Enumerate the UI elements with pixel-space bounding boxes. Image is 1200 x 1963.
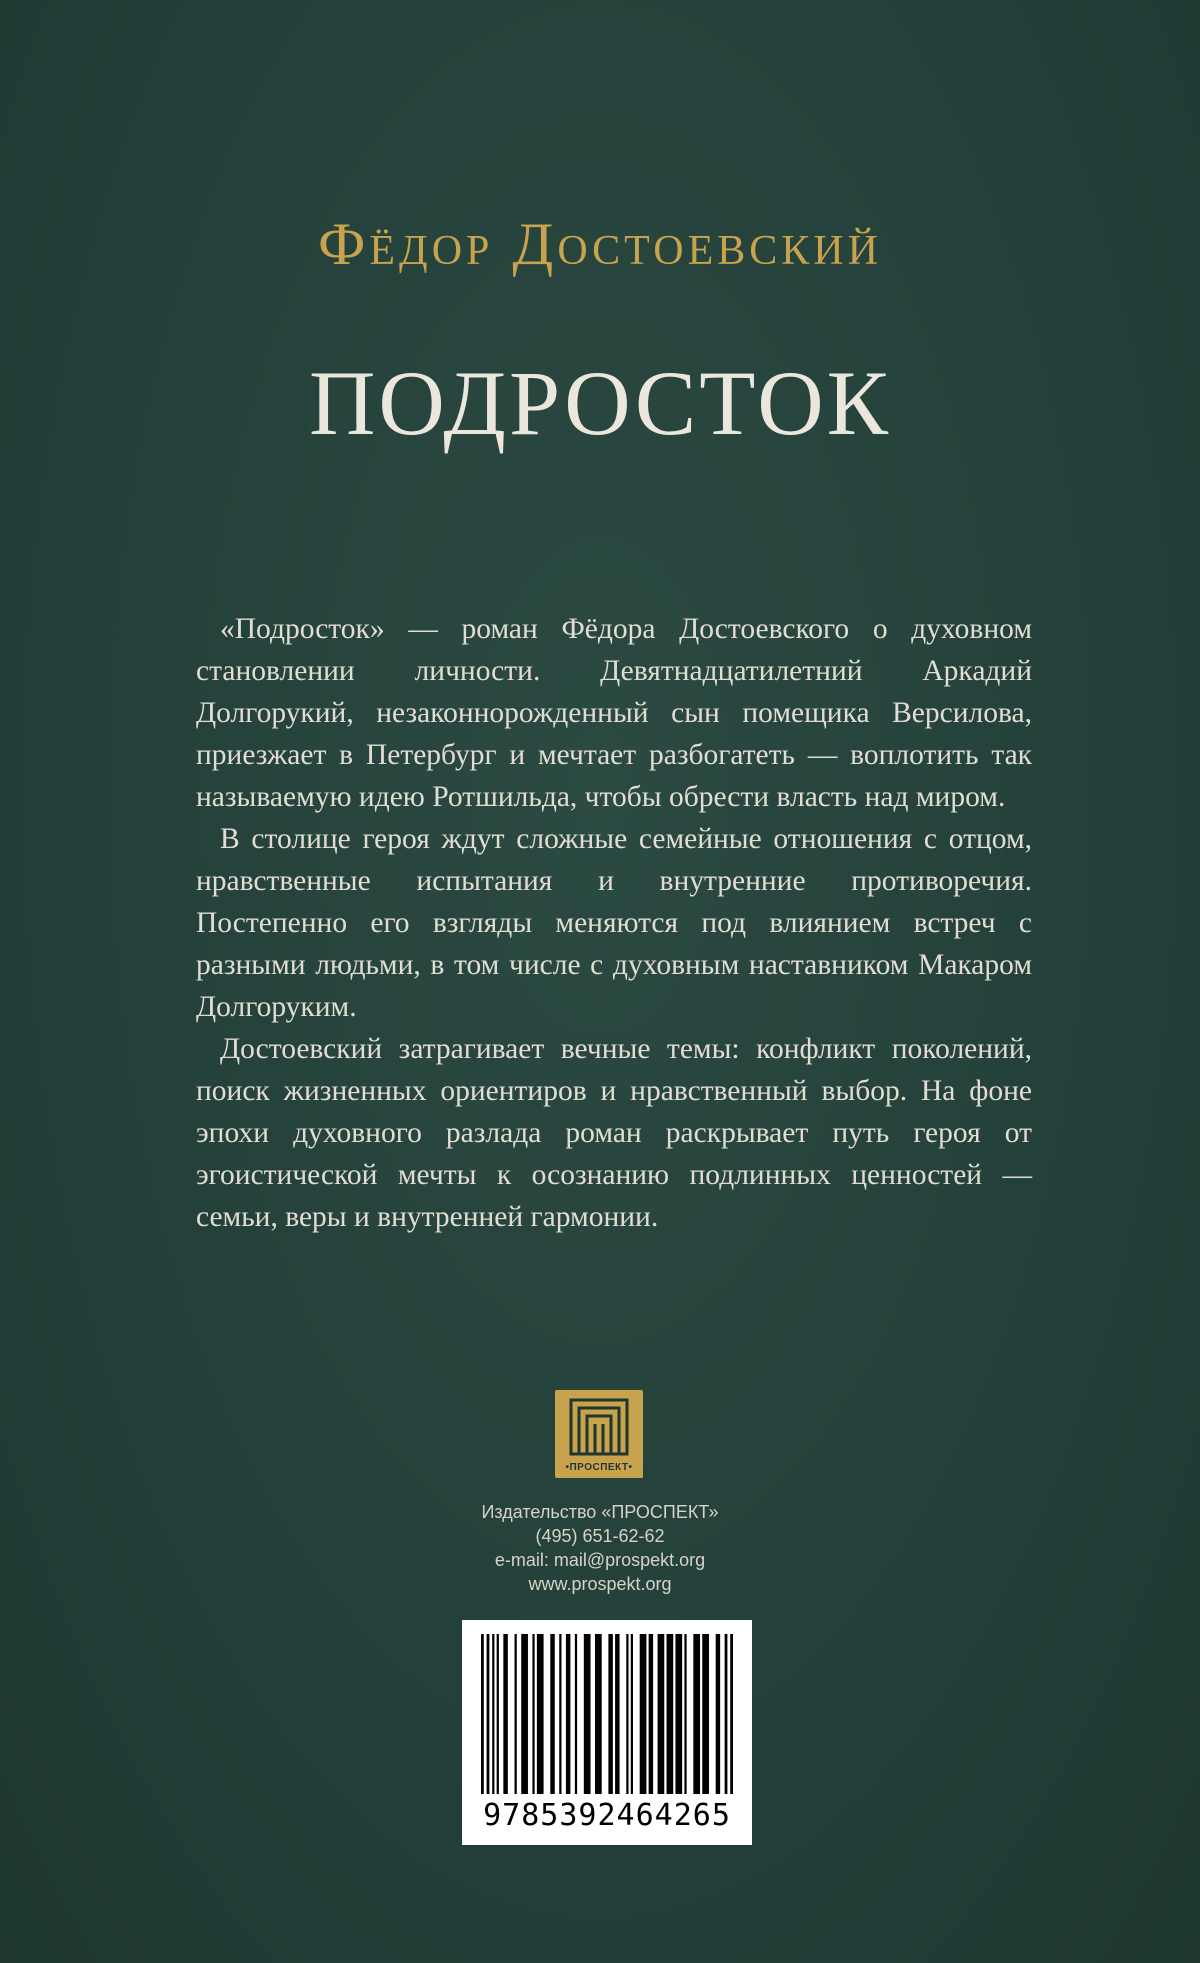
barcode-bar — [595, 1634, 602, 1794]
annotation-paragraph: Достоевский затрагивает вечные темы: конфликт поколений, поиск жизненных ориентиров и нравственный выбор. На фоне эпохи духовного разлада роман раскрывает путь героя от эгоистической мечты к осознанию подлинных ценностей — семьи, веры и внутренней гармонии. — [196, 1033, 1032, 1233]
publisher-phone: (495) 651-62-62 — [535, 1526, 665, 1546]
barcode-bar — [608, 1634, 612, 1794]
barcode-bar — [521, 1634, 528, 1794]
book-title: ПОДРОСТОК — [308, 352, 892, 454]
publisher-name: Издательство «ПРОСПЕКТ» — [481, 1502, 719, 1522]
barcode-bar — [497, 1634, 499, 1794]
barcode-bar — [481, 1634, 484, 1794]
arch-columns-icon — [565, 1396, 633, 1458]
barcode-bar — [716, 1634, 720, 1794]
barcode-bar — [566, 1634, 570, 1794]
barcode-bar — [550, 1634, 554, 1794]
publisher-website: www.prospekt.org — [528, 1574, 672, 1594]
barcode-bar — [575, 1634, 577, 1794]
barcode-bar — [649, 1634, 653, 1794]
barcode-bar — [667, 1634, 674, 1794]
barcode-bar — [537, 1634, 544, 1794]
barcode-bar — [684, 1634, 686, 1794]
barcode-bar — [725, 1634, 728, 1794]
barcode-bar — [584, 1634, 591, 1794]
barcode-bar — [503, 1634, 507, 1794]
annotation-paragraph: «Подросток» — роман Фёдора Достоевского о духовном становлении личности. Девятнадцатилетний Аркадий Долгорукий, незаконнорожденный сын помещика Версилова, приезжает в Петербург и мечтает разбогатеть — воплотить так называемую идею Ротшильда, чтобы обрести власть над миром. — [196, 613, 1032, 813]
barcode — [462, 1620, 752, 1845]
annotation — [196, 608, 1032, 1238]
barcode-bar — [658, 1634, 665, 1794]
barcode-bar — [631, 1634, 633, 1794]
barcode-bar — [559, 1634, 561, 1794]
barcode-bar — [515, 1634, 517, 1794]
barcode-bars — [477, 1634, 737, 1794]
barcode-bar — [492, 1634, 494, 1794]
barcode-bar — [730, 1634, 733, 1794]
barcode-bar — [615, 1634, 619, 1794]
barcode-bar — [532, 1634, 534, 1794]
barcode-bar — [702, 1634, 709, 1794]
barcode-bar — [675, 1634, 682, 1794]
isbn-number: 9785392464265 — [483, 1798, 731, 1833]
barcode-bar — [640, 1634, 647, 1794]
barcode-bar — [693, 1634, 700, 1794]
barcode-bar — [626, 1634, 628, 1794]
barcode-bar — [487, 1634, 490, 1794]
annotation-paragraph: В столице героя ждут сложные семейные отношения с отцом, нравственные испытания и внутренние противоречия. Постепенно его взгляды меняются под влиянием встреч с разными людьми, в том числе с духовным наставником Макаром Долгоруким. — [196, 823, 1032, 1023]
publisher-logo — [555, 1390, 643, 1478]
publisher-info — [0, 1500, 1200, 1596]
author-name: Фёдор Достоевский — [318, 211, 882, 277]
logo-label: •ПРОСПЕКТ• — [565, 1462, 633, 1473]
publisher-email: e-mail: mail@prospekt.org — [494, 1550, 706, 1570]
